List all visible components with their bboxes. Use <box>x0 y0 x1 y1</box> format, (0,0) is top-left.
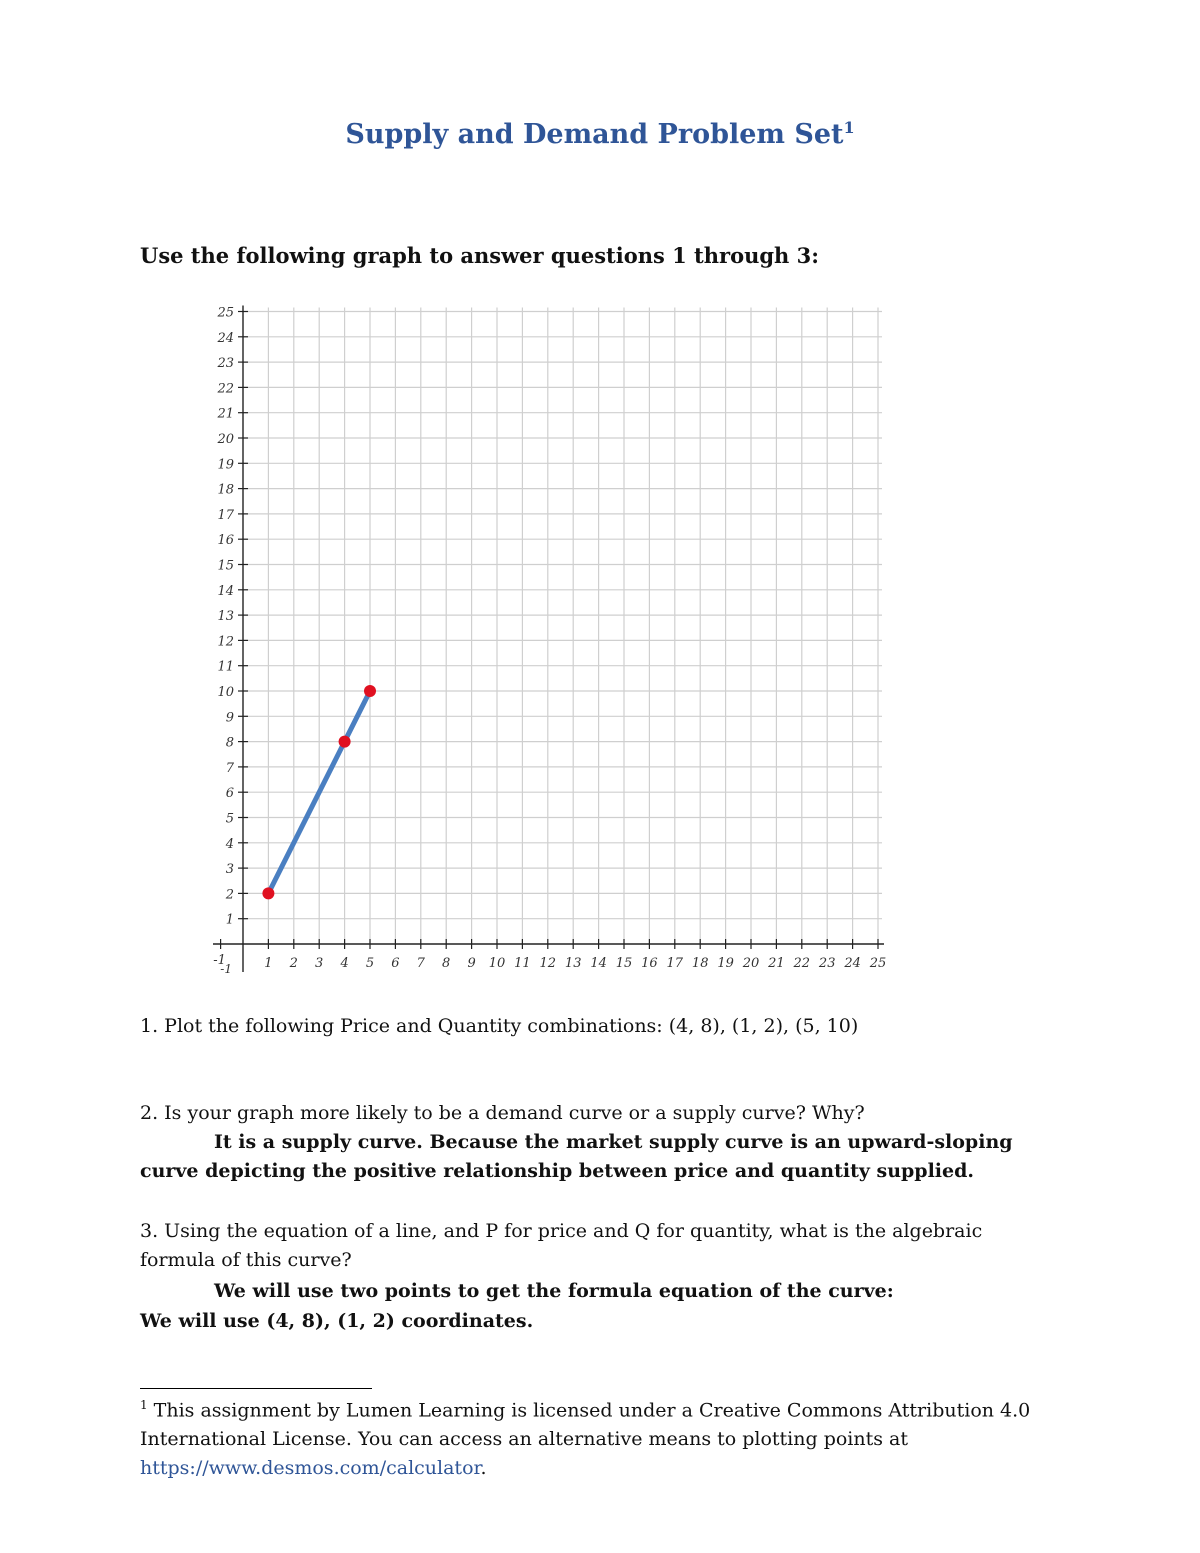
title-text: Supply and Demand Problem Set <box>345 119 844 150</box>
y-tick-label: 17 <box>217 507 234 523</box>
answer-2-line-2: curve depicting the positive relationship between price and quantity supplied. <box>140 1160 975 1182</box>
footnote <box>140 1391 1080 1483</box>
y-tick-label: 19 <box>217 457 234 473</box>
footnote-separator <box>140 1388 372 1389</box>
answer-3-text-1: We will use two points to get the formula equation of the curve: <box>214 1280 894 1302</box>
y-tick-label: 15 <box>217 558 234 574</box>
answer-3-line-1 <box>140 1277 894 1306</box>
y-tick-label: 4 <box>225 836 234 852</box>
axes <box>213 306 884 973</box>
x-tick-label: 24 <box>844 956 861 971</box>
x-tick-label: -1 <box>213 953 226 968</box>
x-tick-label: 9 <box>467 956 476 971</box>
question-3-line-2: formula of this curve? <box>140 1249 352 1271</box>
y-tick-label: 8 <box>225 735 234 751</box>
y-tick-label: 2 <box>225 887 234 903</box>
y-tick-label: 18 <box>217 482 234 498</box>
price-quantity-graph <box>195 298 895 983</box>
x-tick-label: 8 <box>442 956 451 971</box>
x-tick-label: 20 <box>742 956 760 971</box>
x-tick-label: 3 <box>315 956 324 971</box>
answer-2-line-1 <box>140 1128 1013 1157</box>
answer-2-text-1: It is a supply curve. Because the market supply curve is an upward-sloping <box>214 1131 1013 1153</box>
grid-lines <box>243 308 882 945</box>
y-tick-label: 21 <box>217 406 234 422</box>
title-footnote-mark: 1 <box>843 118 855 137</box>
x-tick-label: 19 <box>717 956 734 971</box>
desmos-link[interactable]: https://www.desmos.com/calculator <box>140 1457 481 1480</box>
x-tick-label: 6 <box>391 956 400 971</box>
question-2: 2. Is your graph more likely to be a demand curve or a supply curve? Why? <box>140 1102 865 1124</box>
x-tick-label: 22 <box>793 956 811 971</box>
y-tick-label: 16 <box>217 533 234 549</box>
x-tick-label: 5 <box>365 956 375 971</box>
graph-intro: Use the following graph to answer questions 1 through 3: <box>140 243 819 268</box>
x-tick-label: 7 <box>416 956 425 971</box>
x-tick-label: 21 <box>768 956 785 971</box>
y-tick-label: 24 <box>217 330 234 346</box>
y-tick-label: 13 <box>217 609 234 625</box>
data-point <box>262 887 274 899</box>
y-tick-label: 9 <box>225 710 234 726</box>
y-tick-label: 23 <box>217 356 234 372</box>
y-tick-label: 5 <box>225 811 234 827</box>
y-tick-label: 3 <box>225 862 234 878</box>
y-tick-label: 11 <box>217 659 234 675</box>
data-point <box>339 736 351 748</box>
x-tick-label: 10 <box>488 956 506 971</box>
answer-3-line-2: We will use (4, 8), (1, 2) coordinates. <box>140 1310 534 1332</box>
question-1: 1. Plot the following Price and Quantity combinations: (4, 8), (1, 2), (5, 10) <box>140 1015 859 1037</box>
y-tick-label: 20 <box>217 432 234 447</box>
footnote-text: This assignment by Lumen Learning is licensed under a Creative Commons Attribution 4.0 International License. You can access an alternative means to plotting points at <box>140 1399 1031 1451</box>
document-title <box>0 118 1200 150</box>
question-3-line-1: 3. Using the equation of a line, and P for price and Q for quantity, what is the algebraic <box>140 1220 983 1242</box>
x-tick-label: 13 <box>564 956 582 971</box>
y-tick-label: 25 <box>217 305 234 321</box>
x-tick-label: 17 <box>666 956 684 971</box>
x-tick-label: 2 <box>289 956 298 971</box>
footnote-end: . <box>480 1457 487 1480</box>
y-tick-label: 22 <box>217 381 234 397</box>
y-tick-label: 10 <box>217 685 234 700</box>
x-tick-label: 25 <box>869 956 887 971</box>
x-tick-label: 1 <box>264 956 273 971</box>
x-tick-label: 14 <box>590 956 607 971</box>
x-tick-label: 11 <box>514 956 531 971</box>
x-tick-label: 16 <box>641 956 658 971</box>
x-tick-label: 4 <box>340 956 349 971</box>
data-point <box>364 685 376 697</box>
y-tick-label: 6 <box>225 786 234 802</box>
y-tick-label: 7 <box>225 760 234 776</box>
x-tick-label: 18 <box>691 956 709 971</box>
y-tick-label: 1 <box>225 912 234 928</box>
y-tick-label: 12 <box>217 634 234 650</box>
y-tick-label: 14 <box>217 583 234 599</box>
x-tick-label: 15 <box>615 956 633 971</box>
footnote-mark: 1 <box>140 1398 148 1412</box>
x-tick-label: 23 <box>818 956 836 971</box>
y-tick-label: -1 <box>220 962 232 976</box>
x-tick-label: 12 <box>539 956 557 971</box>
